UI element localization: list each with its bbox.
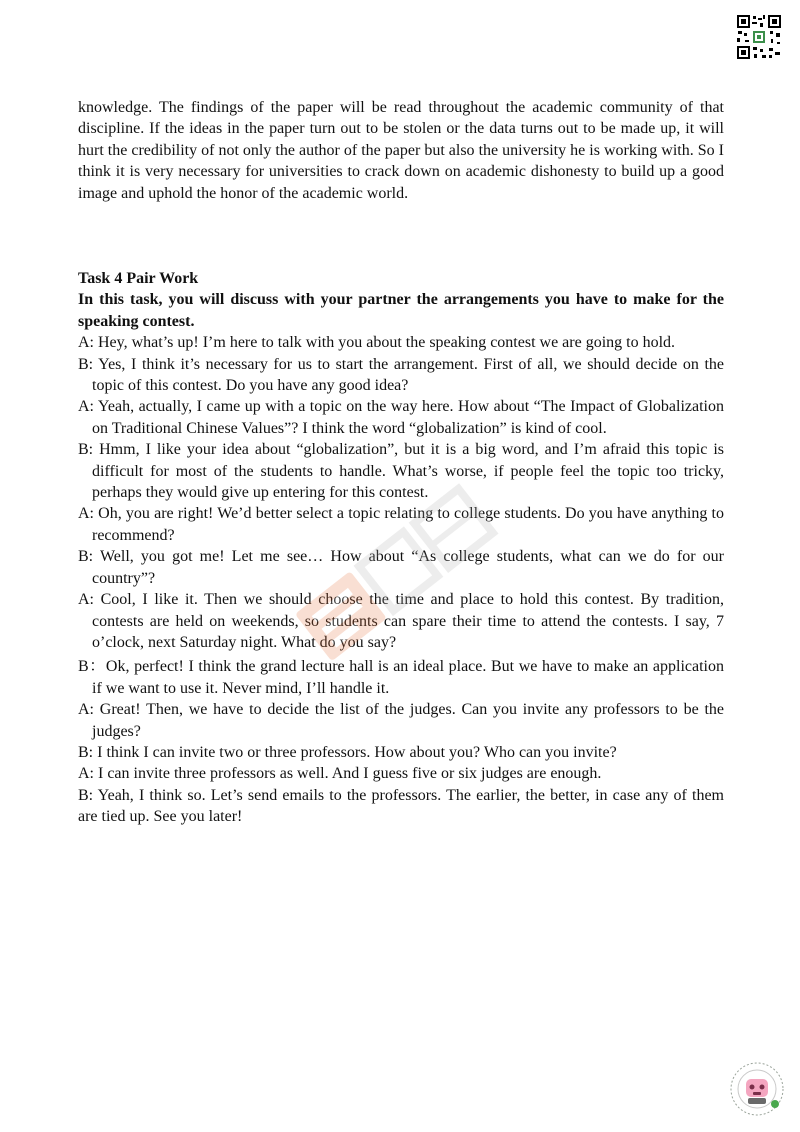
intro-paragraph: knowledge. The findings of the paper will be read throughout the academic community of that discipline. If the ideas in the paper turn out to be stolen or the data turns out to be made up, it will hurt the credibility of not only the author of the paper but also the university he is working with. So I think it is very necessary for universities to crack down on academic dishonesty to build up a good image and uphold the honor of the academic world. xyxy=(78,99,724,202)
dialogue-line: A: Oh, you are right! We’d better select a topic relating to college students. Do you have anything to recommend? xyxy=(78,505,724,544)
task-title: Task 4 Pair Work xyxy=(78,270,199,287)
dialogue-line: A: Cool, I like it. Then we should choose the time and place to hold this contest. By tradition, contests are held on weekends, so students can spare their time to attend the contests. I say, 7 o’clock, next Saturday night. What do you say? xyxy=(78,591,724,651)
intro-section xyxy=(78,97,724,204)
seal-stamp-icon xyxy=(728,1060,786,1118)
dialogue-line: A: Great! Then, we have to decide the list of the judges. Can you invite any professors to be the judges? xyxy=(78,701,724,740)
qr-code-icon xyxy=(736,14,782,60)
dialogue-line: B：Ok, perfect! I think the grand lecture hall is an ideal place. But we have to make an application if we want to use it. Never mind, I’ll handle it. xyxy=(78,658,724,697)
dialogue-line: B: Yes, I think it’s necessary for us to start the arrangement. First of all, we should decide on the topic of this contest. Do you have any good idea? xyxy=(78,355,724,395)
dialogue-line: A: Hey, what’s up! I’m here to talk with you about the speaking contest we are going to hold. xyxy=(78,334,676,352)
dialogue-line: B: Yeah, I think so. Let’s send emails to the professors. The earlier, the better, in case any of them are tied up. See you later! xyxy=(78,786,724,826)
dialogue-line: A: I can invite three professors as well. And I guess five or six judges are enough. xyxy=(78,765,602,783)
dialogue-line: B: I think I can invite two or three professors. How about you? Who can you invite? xyxy=(78,743,617,761)
dialogue-line: B: Hmm, I like your idea about “globalization”, but it is a big word, and I’m afraid this topic is difficult for most of the students to handle. What’s worse, if people feel the topic too tricky, perhaps they would give up entering for this contest. xyxy=(78,441,724,502)
dialogue-line: A: Yeah, actually, I came up with a topic on the way here. How about “The Impact of Globalization on Traditional Chinese Values”? I think the word “globalization” is kind of cool. xyxy=(78,398,724,437)
task-section xyxy=(78,268,724,828)
dialogue-line: B: Well, you got me! Let me see… How about “As college students, what can we do for our country”? xyxy=(78,548,724,587)
task-instruction: In this task, you will discuss with your partner the arrangements you have to make for the speaking contest. xyxy=(78,291,724,330)
